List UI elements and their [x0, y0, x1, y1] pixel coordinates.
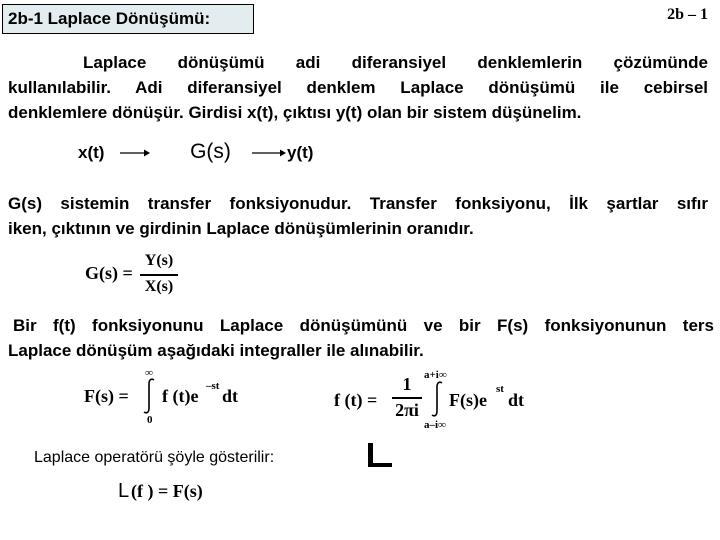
forward-lhs: F(s) =: [84, 386, 129, 406]
integrals-line-2: Laplace dönüşüm aşağıdaki integraller ile alınabilir.: [8, 341, 424, 360]
transfer-line-1: G(s) sistemin transfer fonksiyonudur. Transfer fonksiyonu, İlk şartlar sıfır: [8, 194, 708, 213]
slide-number: 2b – 1: [667, 6, 708, 23]
integrals-line-1: Bir f(t) fonksiyonunu Laplace dönüşümünü ve bir F(s) fonksiyonunun ters: [13, 316, 714, 335]
operator-label: Laplace operatörü şöyle gösterilir:: [34, 449, 275, 466]
transfer-equation-lhs: G(s) =: [85, 263, 133, 283]
forward-exponent: –st: [206, 380, 220, 392]
inverse-numerator: 1: [402, 374, 412, 394]
inverse-fraction-bar: [392, 397, 422, 399]
transfer-equation-denominator: X(s): [144, 278, 174, 295]
transfer-fraction-bar: [140, 274, 178, 276]
inverse-lhs: f (t) =: [334, 390, 378, 410]
slide-title: 2b-1 Laplace Dönüşümü:: [8, 9, 211, 28]
output-arrow: [252, 148, 287, 158]
inverse-integral-sign: [430, 381, 446, 417]
transfer-line-2: iken, çıktının ve girdinin Laplace dönüşümlerinin oranıdır.: [8, 219, 474, 238]
system-label: G(s): [190, 140, 231, 163]
forward-integral-sign: [142, 378, 158, 414]
slide-title-box: [2, 4, 254, 34]
inverse-integrand: F(s)e: [449, 390, 487, 410]
inverse-denominator: 2πi: [395, 400, 419, 420]
forward-integrand: f (t)e: [162, 386, 199, 406]
inverse-differential: dt: [508, 390, 525, 410]
forward-lower-limit: 0: [147, 414, 153, 426]
transfer-paragraph: [8, 191, 708, 241]
operator-symbol-large-horizontal: [368, 463, 392, 467]
operator-expression: (f ) = F(s): [131, 481, 203, 501]
inverse-exponent: st: [496, 383, 504, 395]
intro-line-1: Laplace dönüşümü adi diferansiyel denklemlerin çözümünde: [83, 53, 708, 72]
block-output-label: y(t): [287, 143, 314, 162]
inverse-lower-limit: a–i∞: [424, 419, 446, 431]
input-arrow: [120, 148, 150, 158]
intro-line-3: denklemlere dönüşür. Girdisi x(t), çıktısı y(t) olan bir sistem düşünelim.: [8, 103, 582, 122]
operator-symbol: L: [118, 480, 130, 502]
transfer-equation-numerator: Y(s): [144, 252, 174, 269]
intro-line-2: kullanılabilir. Adi diferansiyel denklem Laplace dönüşümü ile cebirsel: [8, 78, 708, 97]
inverse-upper-limit: a+i∞: [424, 369, 447, 381]
block-input-label: x(t): [78, 143, 105, 162]
forward-upper-limit: ∞: [145, 367, 153, 379]
intro-paragraph: [8, 50, 708, 125]
integrals-paragraph: [8, 313, 714, 363]
forward-differential: dt: [222, 386, 239, 406]
